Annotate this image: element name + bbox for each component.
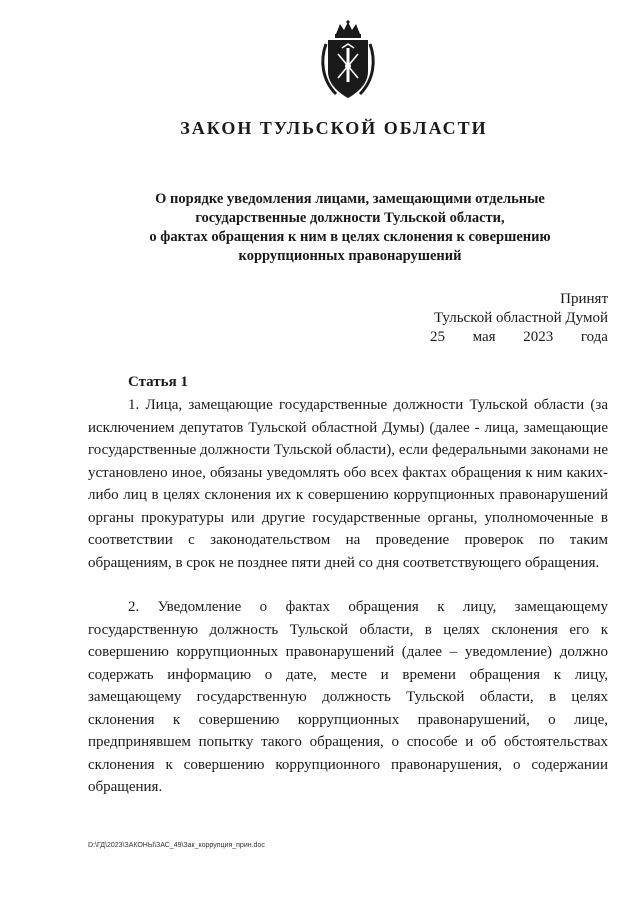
adoption-year-word: года [580,329,608,345]
article-heading: Статья 1 [128,374,188,390]
adoption-year: 2023 [523,329,554,345]
subject-line: коррупционных правонарушений [238,248,462,264]
law-subject [100,190,600,266]
subject-line: государственные должности Тульской области, [195,210,505,226]
adoption-date [430,328,608,347]
article-paragraph-1 [88,394,608,574]
paragraph-text: 2. Уведомление о фактах обращения к лицу, замещающему государственную должность Тульской области, в целях склонения его к совершению коррупционных правонарушений (далее – уведомление) должно содержать информацию о дате, месте и времени обращения к лицу, замещающему государственную должность Тульской области, в целях склонения к совершению коррупционных правонарушений, о лице, предпринявшем попытку такого обращения, о способе и об обстоятельствах склонения к совершению коррупционного правонарушения, о содержании обращения. [88,599,608,795]
coat-of-arms-icon [318,20,378,102]
article-paragraph-2 [88,596,608,799]
subject-line: о фактах обращения к ним в целях склонения к совершению [149,229,551,245]
file-path-footer: D:\ГД\2023\ЗАКОНЫ\ЗАС_49\Зак_коррупция_прин.doc [88,842,265,849]
subject-line: О порядке уведомления лицами, замещающими отдельные [155,191,545,207]
paragraph-text: 1. Лица, замещающие государственные должности Тульской области (за исключением депутатов Тульской областной Думы) (далее - лица, замещающие государственные должности Тульской области), если федеральными законами не установлено иное, обязаны уведомлять обо всех фактах обращения к ним каких-либо лиц в целях склонения их к совершению коррупционных правонарушений органы прокуратуры или другие государственные органы, уполномоченные в соответствии с законодательством на проведение проверок по таким обращениям, в срок не позднее пяти дней со дня соответствующего обращения. [88,397,608,571]
adoption-block [430,290,608,347]
adoption-month: мая [472,329,496,345]
adoption-by: Тульской областной Думой [433,310,608,326]
adoption-day: 25 [430,329,445,345]
adoption-accepted: Принят [560,291,608,307]
law-title: ЗАКОН ТУЛЬСКОЙ ОБЛАСТИ [180,118,488,138]
